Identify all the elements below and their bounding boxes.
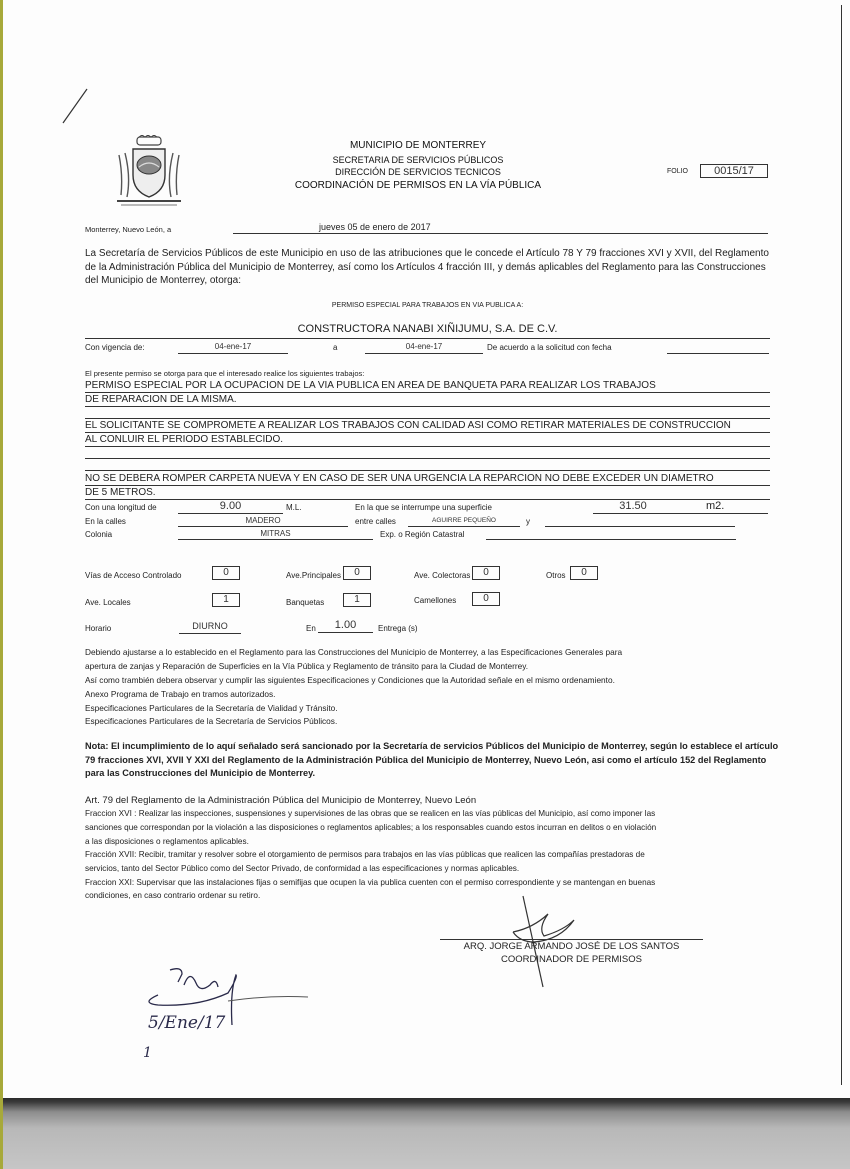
page-edge-line bbox=[841, 5, 842, 1085]
condition-line-4: Anexo Programa de Trabajo en tramos autorizados. bbox=[85, 689, 276, 699]
length-value: 9.00 bbox=[219, 500, 242, 512]
article-line-5: servicios, tanto del Sector Público como del Sector Privado, de conformidad a las especificaciones y normas aplicables. bbox=[85, 864, 520, 873]
works-line-4: EL SOLICITANTE SE COMPROMETE A REALIZAR LOS TRABAJOS CON CALIDAD ASI COMO RETIRAR MATERIALES DE CONSTRUCCION bbox=[85, 420, 731, 431]
works-line-8: NO SE DEBERA ROMPER CARPETA NUEVA Y EN CASO DE SER UNA URGENCIA LA REPARCION NO DEBE EXCEDER UN DIAMETRO bbox=[85, 473, 714, 484]
colectoras-label: Ave. Colectoras bbox=[414, 571, 471, 580]
en-underline bbox=[318, 632, 373, 633]
permit-title: PERMISO ESPECIAL PARA TRABAJOS EN VIA PUBLICA A: bbox=[331, 302, 524, 309]
issue-date: jueves 05 de enero de 2017 bbox=[319, 222, 431, 232]
header-coordination: COORDINACIÓN DE PERMISOS EN LA VÍA PÚBLICA bbox=[294, 180, 542, 191]
colonia-label: Colonia bbox=[85, 530, 113, 539]
otros-label: Otros bbox=[546, 571, 566, 580]
camellones-label: Camellones bbox=[414, 596, 457, 605]
condition-line-3: Así como trambién debera observar y cumplir las siguientes Especificaciones y Condiciones que la Autoridad señale en el mismo ordenamiento. bbox=[85, 675, 615, 685]
request-date-underline bbox=[667, 353, 769, 354]
and-label: y bbox=[526, 517, 530, 526]
stray-pen-mark-icon bbox=[61, 85, 91, 125]
condition-line-1: Debiendo ajustarse a lo establecido en el Reglamento para las Construcciones del Municipio de Monterrey, a las Especificaciones Generales para bbox=[85, 647, 623, 657]
works-line-rule bbox=[85, 485, 770, 486]
length-unit: M.L. bbox=[286, 503, 302, 512]
vias-label: Vías de Acceso Controlado bbox=[85, 571, 182, 580]
locales-label: Ave. Locales bbox=[85, 598, 131, 607]
validity-from: 04-ene-17 bbox=[214, 342, 252, 351]
works-line-rule bbox=[85, 418, 770, 419]
works-line-9: DE 5 METROS. bbox=[85, 487, 156, 498]
camellones-value: 0 bbox=[472, 592, 500, 606]
signatory-name: ARQ. JORGE ARMANDO JOSÉ DE LOS SANTOS bbox=[463, 941, 680, 952]
horario-underline bbox=[179, 633, 241, 634]
works-line-rule bbox=[85, 446, 770, 447]
principales-value: 0 bbox=[343, 566, 371, 580]
banquetas-value: 1 bbox=[343, 593, 371, 607]
signatory-position: COORDINADOR DE PERMISOS bbox=[501, 954, 642, 965]
en-label: En bbox=[306, 624, 316, 633]
otros-value: 0 bbox=[570, 566, 598, 580]
condition-line-2: apertura de zanjas y Reparación de Superficies en la Vía Pública y Reglamento de tránsito para la Ciudad de Monterrey. bbox=[85, 661, 529, 671]
handwritten-mark: 1 bbox=[143, 1045, 152, 1061]
surface-value: 31.50 bbox=[619, 500, 647, 512]
grantee-underline bbox=[85, 338, 770, 339]
folio-value: 0015/17 bbox=[700, 164, 768, 178]
works-line-2: DE REPARACION DE LA MISMA. bbox=[85, 394, 237, 405]
condition-line-6: Especificaciones Particulares de la Secretaría de Servicios Públicos. bbox=[85, 716, 338, 726]
scanner-bed-background bbox=[0, 1098, 850, 1169]
principales-label: Ave.Principales bbox=[286, 571, 341, 580]
colonia-value: MITRAS bbox=[260, 529, 291, 538]
date-underline bbox=[233, 233, 768, 234]
between-underline bbox=[408, 526, 520, 527]
sanction-note: Nota: El incumplimiento de lo aquí señalado será sancionado por la Secretaría de servicios Públicos del Municipio de Monterrey, según lo establece el artículo 79 fracciones XVI, XVII Y XXI del Reglamento de la Administración Pública del Municipio de Monterrey, Nuevo León, asi como el artículo 152 del Reglamento para las Construcciones del Municipio de Monterrey. bbox=[85, 741, 779, 778]
validity-label: Con vigencia de: bbox=[85, 343, 145, 352]
article-line-1: Fraccion XVI : Realizar las inspecciones, suspensiones y supervisiones de las obras que se realicen en las vías públicas del Municipio, así como imponer las bbox=[85, 809, 656, 818]
exp-underline bbox=[486, 539, 736, 540]
header-secretariat: SECRETARIA DE SERVICIOS PÚBLICOS bbox=[332, 155, 504, 165]
surface-underline bbox=[593, 513, 768, 514]
works-line-1: PERMISO ESPECIAL POR LA OCUPACION DE LA VIA PUBLICA EN AREA DE BANQUETA PARA REALIZAR LOS TRABAJOS bbox=[85, 380, 656, 391]
locales-value: 1 bbox=[212, 593, 240, 607]
works-line-rule bbox=[85, 458, 770, 459]
between-label: entre calles bbox=[355, 517, 396, 526]
intro-paragraph: La Secretaría de Servicios Públicos de este Municipio en uso de las atribuciones que le concede el Artículo 78 Y 79 fracciones XVI y XVII, del Reglamento de la Administración Pública del Municipio de Monterrey, así como los Artículos 4 fracción III, y demás aplicables del Reglamento para las Construcciones del Municipio de Monterrey, otorga: bbox=[85, 248, 769, 286]
article-line-2: sanciones que correspondan por la violación a las disposiciones o reglamentos aplicables; a los responsables cuando estos incurran en delitos o en violación bbox=[85, 823, 657, 832]
street-underline bbox=[178, 526, 348, 527]
street-label: En la calles bbox=[85, 517, 126, 526]
entrega-label: Entrega (s) bbox=[378, 624, 418, 633]
works-line-rule bbox=[85, 406, 770, 407]
banquetas-label: Banquetas bbox=[286, 598, 325, 607]
handwritten-date: 5/Ene/17 bbox=[148, 1013, 226, 1033]
validity-to: 04-ene-17 bbox=[405, 342, 443, 351]
en-value: 1.00 bbox=[334, 619, 357, 631]
works-line-rule bbox=[85, 432, 770, 433]
validity-to-label: a bbox=[333, 343, 338, 352]
colectoras-value: 0 bbox=[472, 566, 500, 580]
length-label: Con una longitud de bbox=[85, 503, 157, 512]
street-value: MADERO bbox=[245, 516, 281, 525]
place-label: Monterrey, Nuevo León, a bbox=[85, 225, 172, 234]
works-line-5: AL CONLUIR EL PERIODO ESTABLECIDO. bbox=[85, 434, 284, 445]
vias-value: 0 bbox=[212, 566, 240, 580]
article-line-4: Fracción XVII: Recibir, tramitar y resolver sobre el otorgamiento de permisos para trabajos en las vías públicas que realicen las compañías prestadoras de bbox=[85, 850, 645, 859]
works-line-rule bbox=[85, 470, 770, 471]
works-label: El presente permiso se otorga para que el interesado realice los siguientes trabajos: bbox=[85, 369, 365, 378]
works-line-rule bbox=[85, 392, 770, 393]
article-title: Art. 79 del Reglamento de la Administración Pública del Municipio de Monterrey, Nuevo León bbox=[85, 795, 477, 806]
condition-line-5: Especificaciones Particulares de la Secretaría de Vialidad y Tránsito. bbox=[85, 703, 338, 713]
grantee-name: CONSTRUCTORA NANABI XIÑIJUMU, S.A. DE C.V. bbox=[297, 323, 558, 335]
and-underline bbox=[545, 526, 735, 527]
length-underline bbox=[178, 513, 283, 514]
validity-to-underline bbox=[365, 353, 483, 354]
surface-label: En la que se interrumpe una superficie bbox=[355, 503, 492, 512]
article-line-6: Fraccion XXI: Supervisar que las instalaciones fijas o semifijas que ocupen la via publica cuenten con el permiso correspondiente y se mantengan en buenas bbox=[85, 878, 656, 887]
exp-label: Exp. o Región Catastral bbox=[380, 530, 465, 539]
request-label: De acuerdo a la solicitud con fecha bbox=[487, 343, 612, 352]
article-line-7: condiciones, en caso contrario ordenar su retiro. bbox=[85, 891, 261, 900]
surface-unit: m2. bbox=[706, 500, 725, 512]
validity-from-underline bbox=[178, 353, 288, 354]
municipal-coat-of-arms-icon bbox=[113, 135, 185, 210]
horario-label: Horario bbox=[85, 624, 112, 633]
signature-line bbox=[440, 939, 703, 940]
horario-value: DIURNO bbox=[192, 621, 228, 631]
folio-label: FOLIO bbox=[667, 168, 689, 175]
between-value: AGUIRRE PEQUEÑO bbox=[432, 517, 496, 524]
header-municipality: MUNICIPIO DE MONTERREY bbox=[349, 140, 487, 151]
header-direction: DIRECCIÓN DE SERVICIOS TECNICOS bbox=[335, 167, 501, 177]
colonia-underline bbox=[178, 539, 373, 540]
article-line-3: a las disposiciones o reglamentos aplicables. bbox=[85, 837, 249, 846]
